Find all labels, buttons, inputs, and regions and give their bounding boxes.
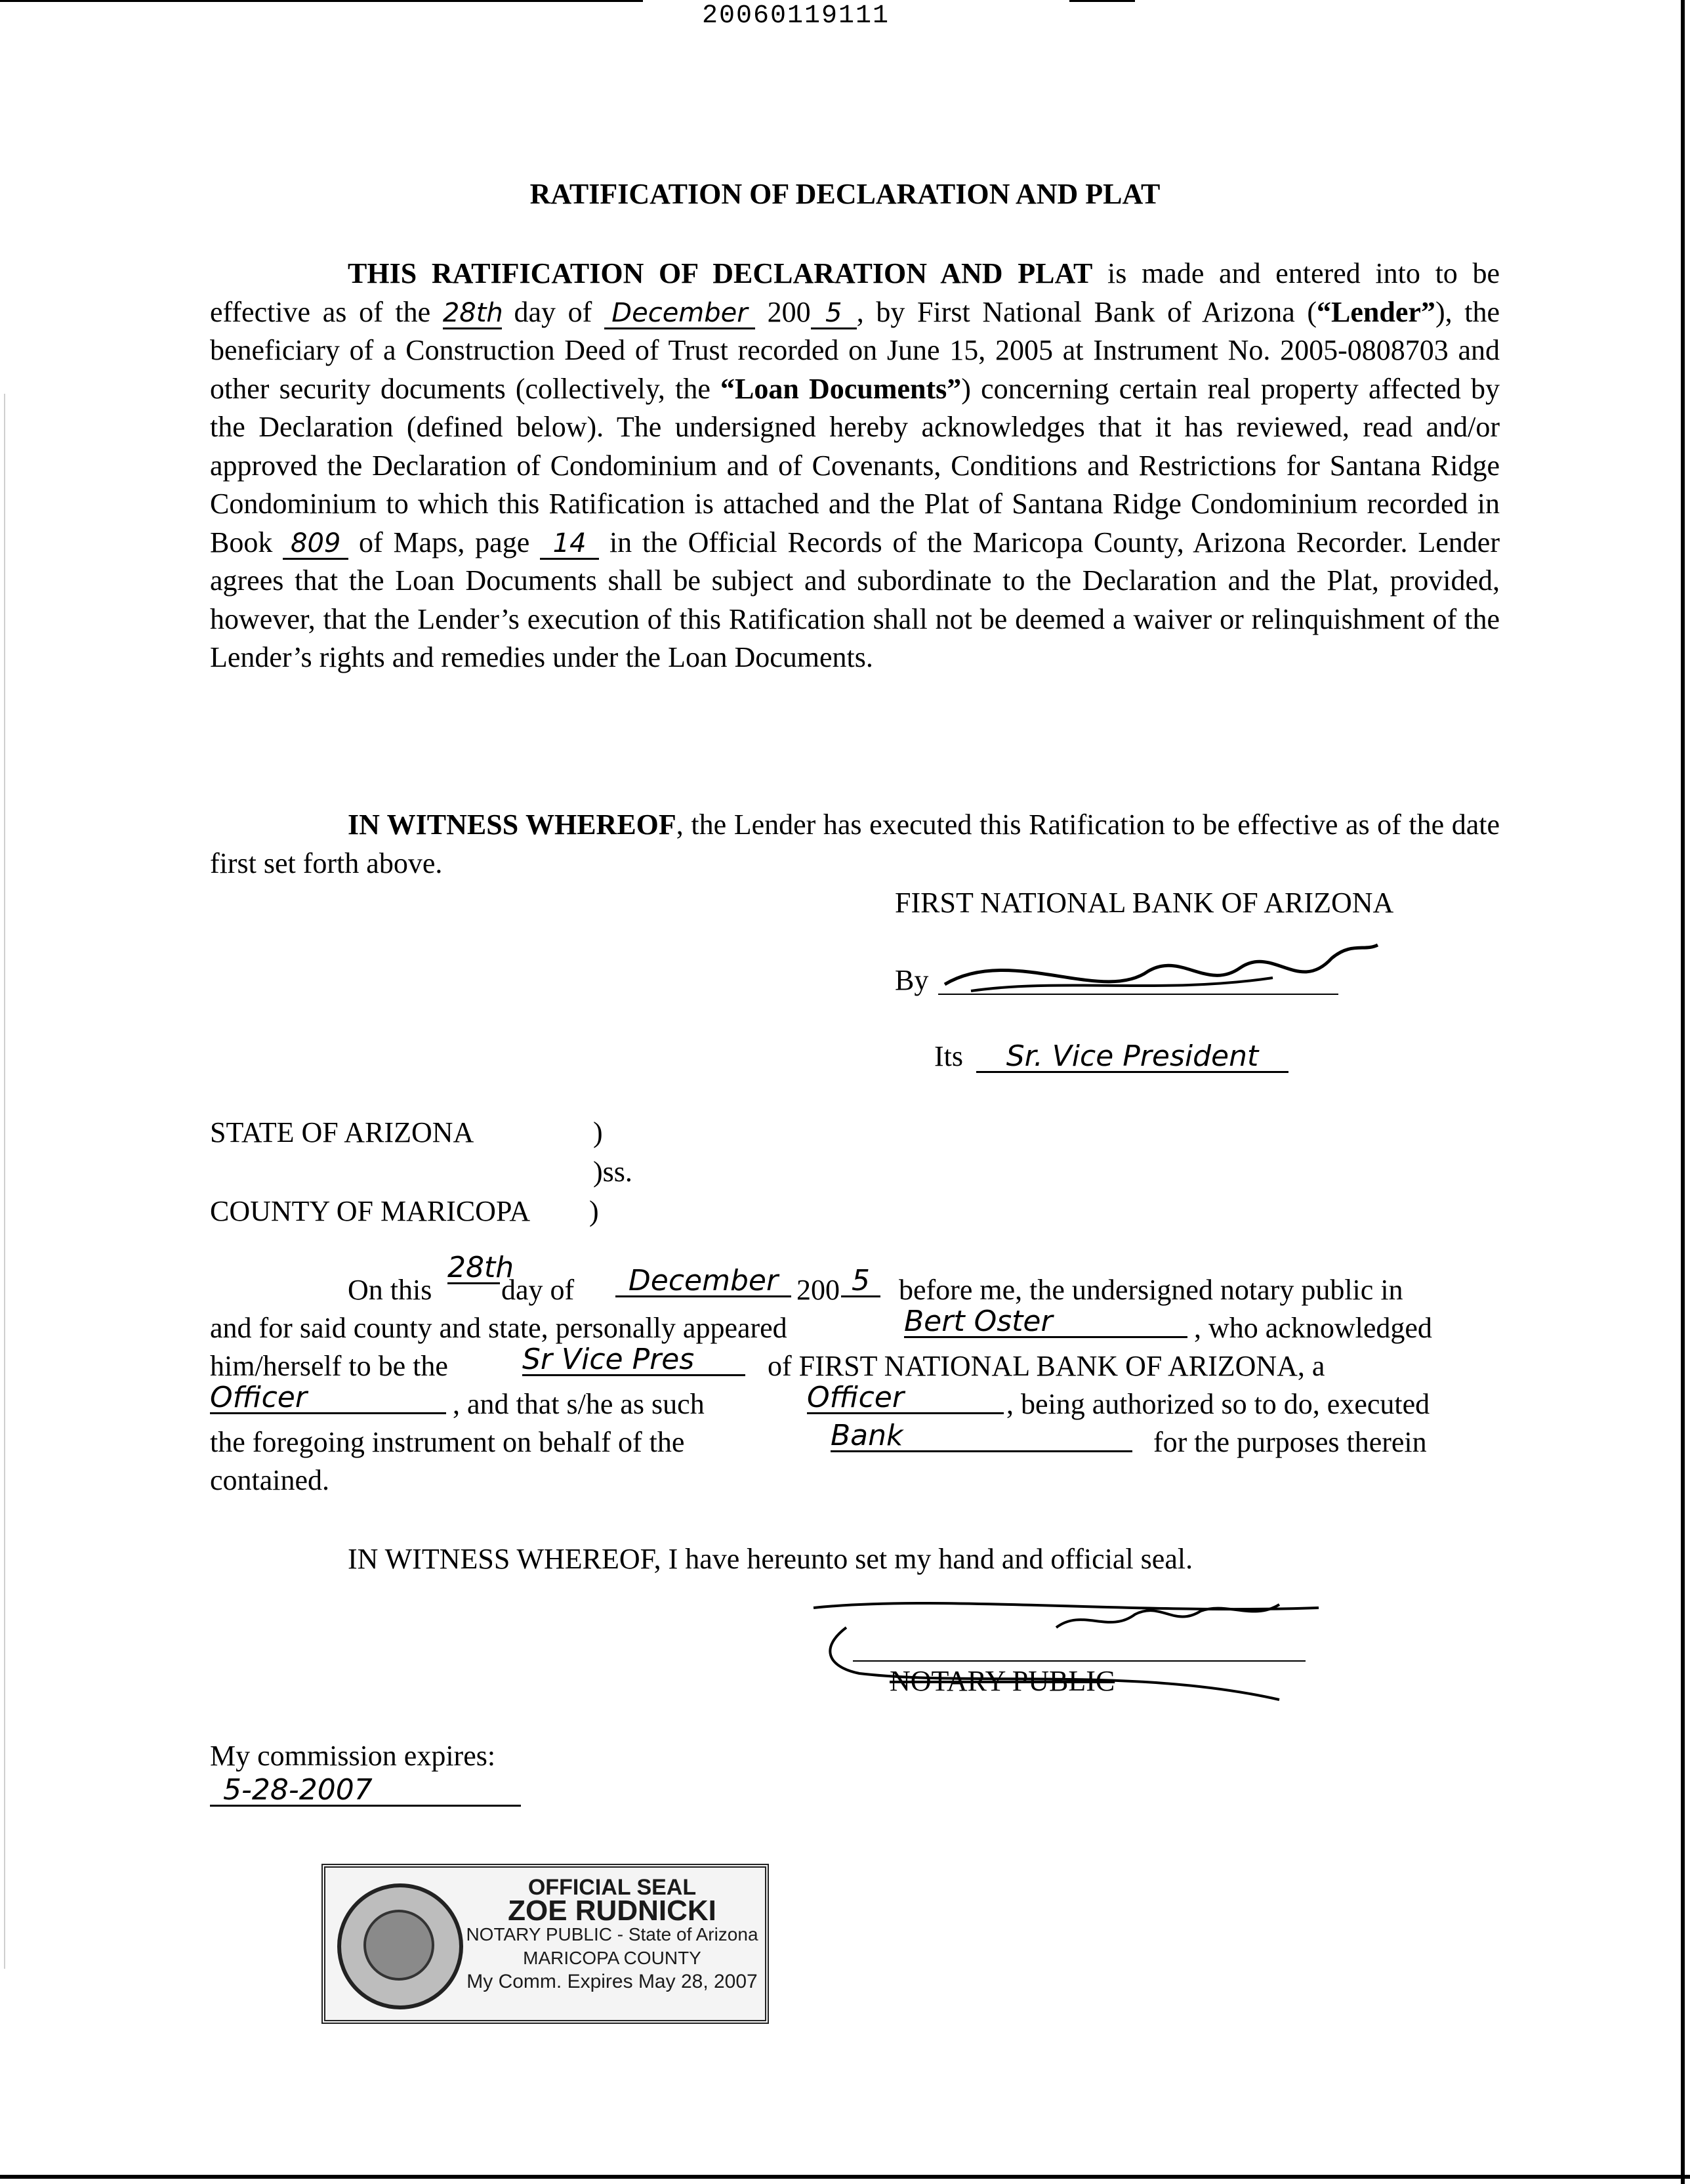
page-frame-bottom <box>0 2175 1690 2179</box>
lender-signature <box>932 932 1391 1011</box>
handwritten-month: December <box>604 299 755 329</box>
handwritten-its-title: Sr. Vice President <box>976 1042 1288 1073</box>
handwritten-year-digit: 5 <box>811 299 857 329</box>
notary-signature-line <box>853 1660 1306 1662</box>
document-title: RATIFICATION OF DECLARATION AND PLAT <box>529 178 1161 210</box>
venue-paren-3: ) <box>589 1195 599 1227</box>
venue-county: COUNTY OF MARICOPA <box>210 1195 531 1227</box>
venue-paren-1: ) <box>593 1116 603 1148</box>
loan-documents-bold: “Loan Documents” <box>720 372 962 405</box>
scan-edge <box>4 394 5 1969</box>
venue-state: STATE OF ARIZONA <box>210 1116 474 1148</box>
venue-ss: )ss. <box>593 1156 632 1188</box>
notary-handwritten-title: Sr Vice Pres <box>522 1345 745 1376</box>
seal-line-5: My Comm. Expires May 28, 2007 <box>466 1971 758 1992</box>
notary-handwritten-capacity: Officer <box>210 1383 446 1414</box>
seal-line-1: OFFICIAL SEAL <box>527 1875 697 1900</box>
seal-line-3: NOTARY PUBLIC - State of Arizona <box>466 1924 758 1944</box>
bank-name: FIRST NATIONAL BANK OF ARIZONA <box>895 887 1394 919</box>
top-border-rule <box>0 0 643 2</box>
ratification-paragraph: THIS RATIFICATION OF DECLARATION AND PLAT is made and entered into to be effective as of the 28th day of December 200 5 , by First National Bank of Arizona (“Lender”), the beneficiary of a Construction Deed of Trust recorded on June 15, 2005 at Instrument No. 2005-0808703 and other security documents (collectively, the “Loan Documents”) concerning certain real property affected by the Declaration (defined below). The undersigned hereby acknowledges that it has reviewed, read and/or approved the Declaration of Condominium and of Covenants, Conditions and Restrictions for Santana Ridge Condominium to which this Ratification is attached and the Plat of Santana Ridge Condominium recorded in Book 809 of Maps, page 14 in the Official Records of the Maricopa County, Arizona Recorder. Lender agrees that the Loan Documents shall be subject and subordinate to the Declaration and the Plat, provided, however, that the Lender’s execution of this Ratification shall not be deemed a waiver or relinquishment of the Lender’s rights and remedies under the Loan Documents. <box>210 257 1500 673</box>
notary-handwritten-capacity-2: Officer <box>807 1383 1004 1414</box>
notary-handwritten-month: December <box>615 1267 791 1297</box>
notary-handwritten-year: 5 <box>841 1267 880 1297</box>
witness-paragraph: IN WITNESS WHEREOF, the Lender has executed this Ratification to be effective as of the date first set forth above. <box>210 808 1500 879</box>
seal-line-4: MARICOPA COUNTY <box>523 1948 701 1968</box>
lender-bold: “Lender” <box>1317 295 1435 328</box>
by-label: By <box>895 964 929 996</box>
page-frame-right <box>1681 0 1685 2184</box>
arizona-seal-emblem <box>337 1883 463 2009</box>
official-notary-seal <box>321 1864 769 2024</box>
notary-handwritten-day: 28th <box>447 1251 514 1284</box>
handwritten-day: 28th <box>442 297 503 328</box>
commission-date: 5-28-2007 <box>210 1776 521 1807</box>
notary-handwritten-entity: Bank <box>831 1421 1132 1452</box>
notary-witness-line: IN WITNESS WHEREOF, I have hereunto set my hand and official seal. <box>348 1543 1193 1575</box>
handwritten-book: 809 <box>283 529 348 560</box>
commission-label: My commission expires: <box>210 1740 496 1772</box>
its-label: Its <box>934 1040 963 1072</box>
top-border-rule-right <box>1069 0 1135 2</box>
notary-handwritten-name: Bert Oster <box>904 1307 1187 1338</box>
recording-number: 20060119111 <box>702 1 890 31</box>
handwritten-page: 14 <box>540 529 599 560</box>
notary-public-label: NOTARY PUBLIC <box>890 1665 1115 1697</box>
seal-line-2: ZOE RUDNICKI <box>508 1895 716 1927</box>
lead-bold: THIS RATIFICATION OF DECLARATION AND PLAT <box>348 257 1093 289</box>
